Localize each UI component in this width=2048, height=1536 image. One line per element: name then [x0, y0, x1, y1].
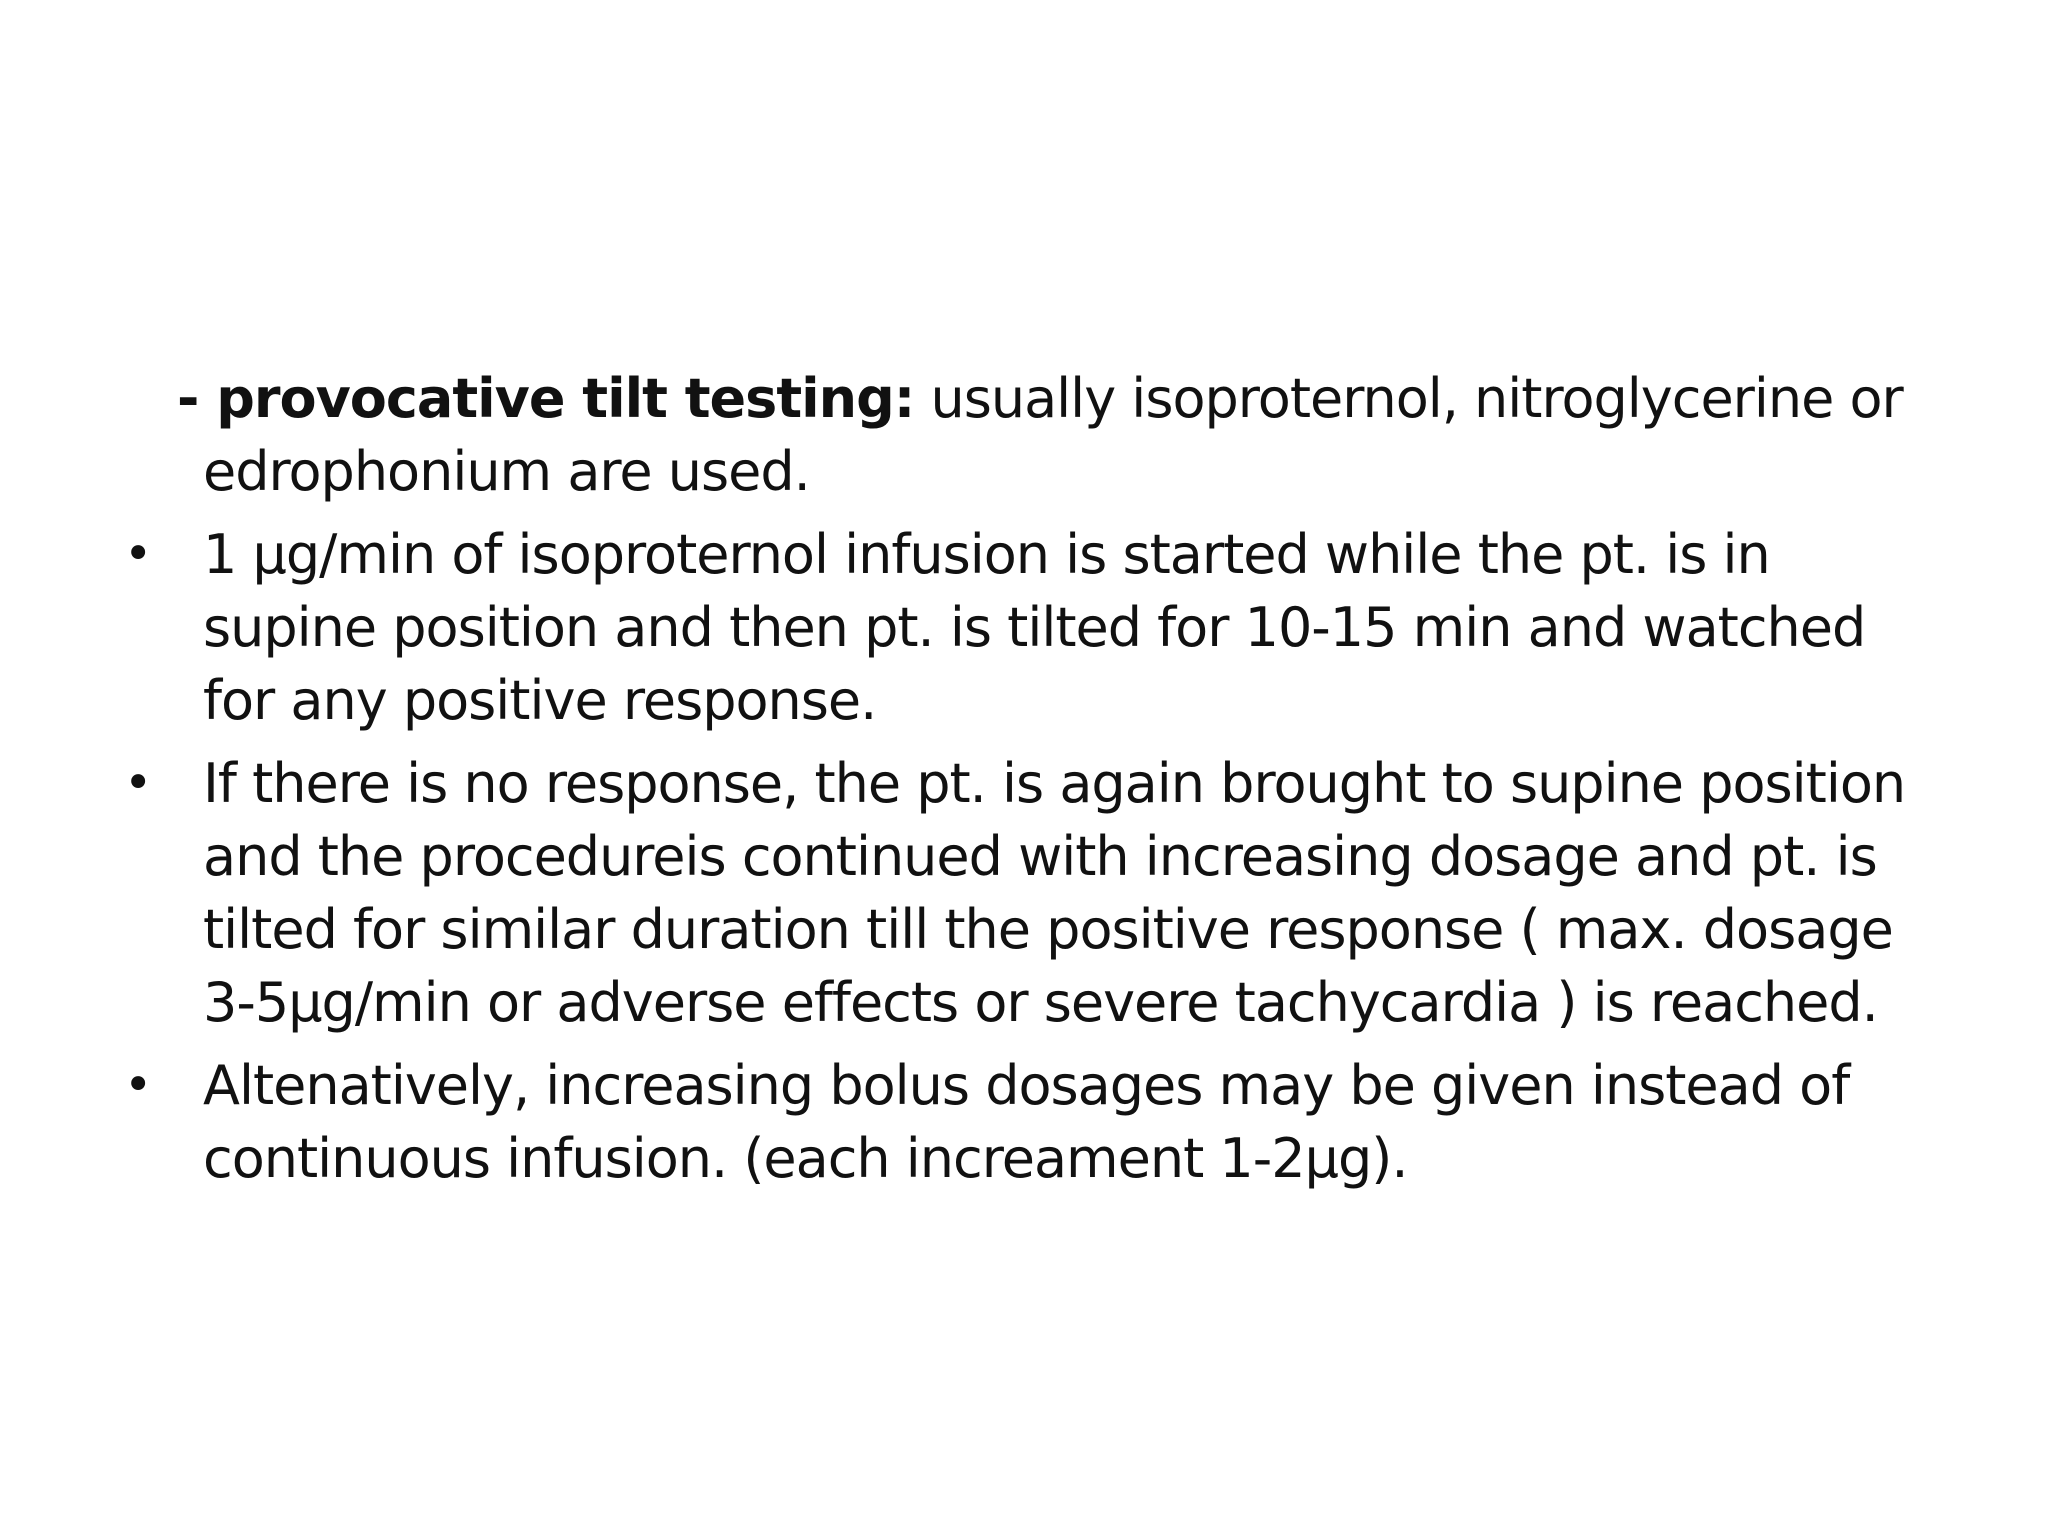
bullet-text: 1 µg/min of isoproternol infusion is started while the pt. is in supine position and then pt. is tilted for 10-15 min and watched for any positive response. [203, 523, 1866, 732]
bullet-list [120, 518, 1940, 1195]
intro-text: usually isoproternol, nitroglycerine or edrophonium are used. [203, 367, 1903, 503]
bullet-icon: • [124, 755, 152, 811]
intro-lead-bold: - provocative tilt testing: [177, 367, 915, 430]
bullet-text: Altenatively, increasing bolus dosages may be given instead of continuous infusion. (each increament 1-2µg). [203, 1054, 1850, 1190]
bullet-icon: • [124, 526, 152, 582]
list-item [120, 747, 1940, 1039]
bullet-text: If there is no response, the pt. is again brought to supine position and the procedureis continued with increasing dosage and pt. is tilted for similar duration till the positive response ( max. dosage 3-5µg/min or adverse effects or severe tachycardia ) is reached. [203, 752, 1906, 1034]
list-item [120, 1049, 1940, 1195]
list-item [120, 518, 1940, 737]
bullet-icon: • [124, 1057, 152, 1113]
intro-paragraph [120, 362, 1940, 508]
slide-body [120, 362, 1940, 1205]
